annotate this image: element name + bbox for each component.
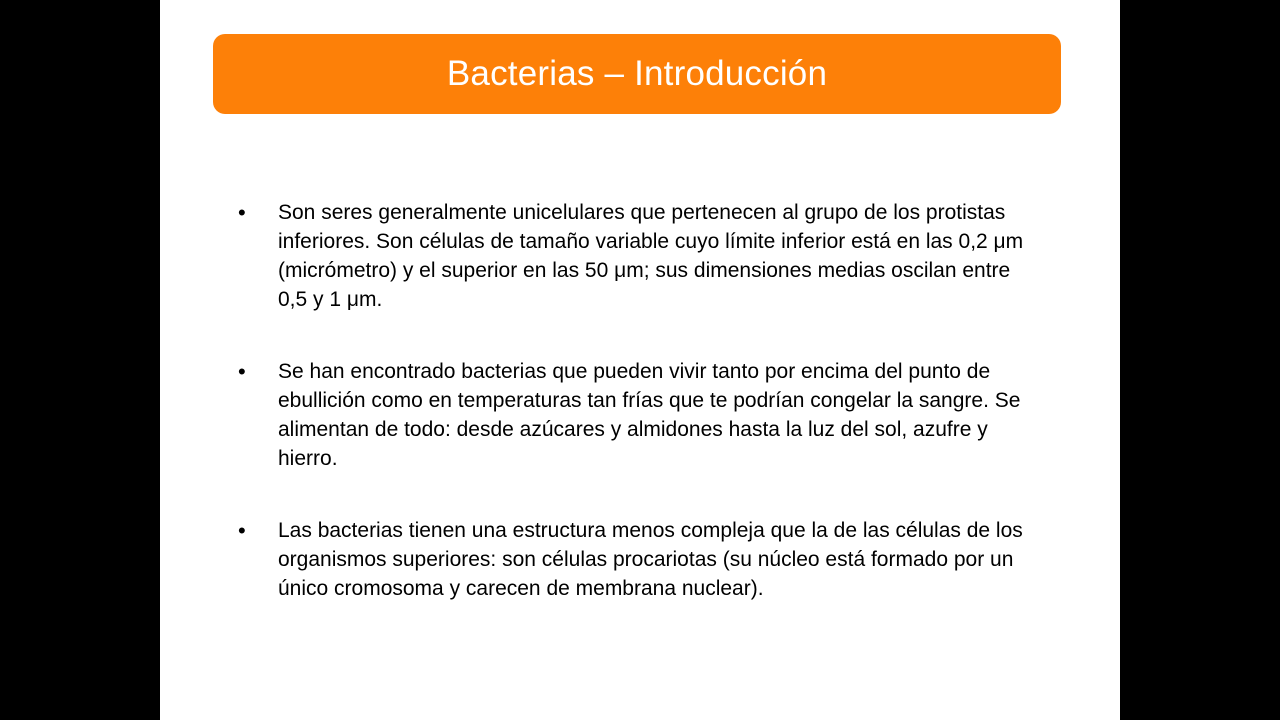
bullet-text: Son seres generalmente unicelulares que pertenecen al grupo de los protistas inferiores. Son células de tamaño variable cuyo límite inferior está en las 0,2 μm (micrómetro) y el superior en las 50 μm; sus dimensiones medias oscilan entre 0,5 y 1 μm. xyxy=(278,201,1024,311)
bullet-list xyxy=(238,198,1038,646)
bullet-marker: • xyxy=(238,359,246,384)
bullet-item xyxy=(238,357,1038,473)
bullet-marker: • xyxy=(238,518,246,543)
bullet-marker: • xyxy=(238,200,246,225)
bullet-text: Se han encontrado bacterias que pueden vivir tanto por encima del punto de ebullición como en temperaturas tan frías que te podrían congelar la sangre. Se alimentan de todo: desde azúcares y almidones hasta la luz del sol, azufre y hierro. xyxy=(278,360,1021,470)
bullet-item xyxy=(238,516,1038,603)
slide-title: Bacterias – Introducción xyxy=(446,54,828,93)
bullet-text: Las bacterias tienen una estructura menos compleja que la de las células de los organismos superiores: son células procariotas (su núcleo está formado por un único cromosoma y carecen de membrana nuclear). xyxy=(278,519,1023,600)
bullet-item xyxy=(238,198,1038,314)
slide xyxy=(160,0,1120,720)
slide-title-bar xyxy=(213,34,1061,114)
